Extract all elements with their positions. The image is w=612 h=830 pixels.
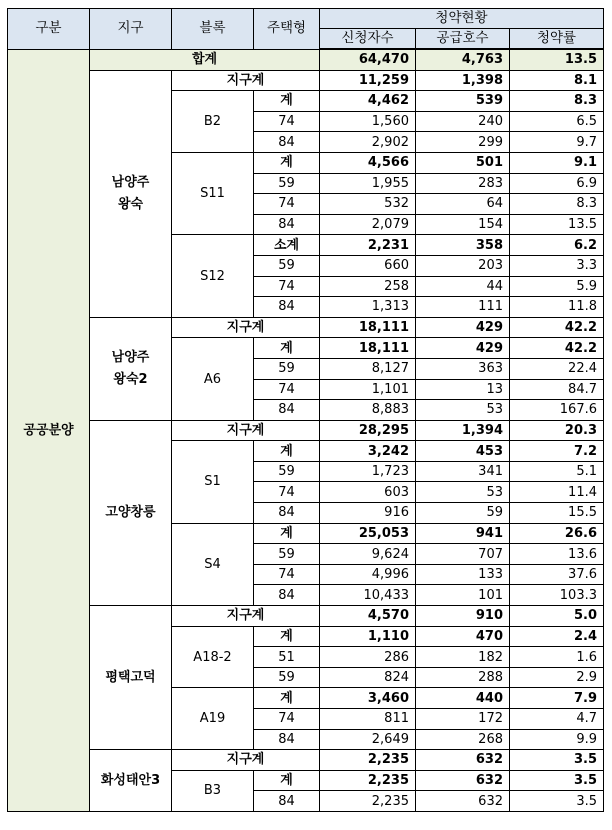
ratio-cell: 11.4 <box>510 482 604 503</box>
applicants-cell: 2,902 <box>320 132 416 153</box>
ratio-cell: 8.3 <box>510 194 604 215</box>
applicants-cell: 660 <box>320 255 416 276</box>
district-subtotal-row <box>8 420 604 441</box>
district-subtotal-supply: 1,394 <box>416 420 510 441</box>
applicants-cell: 2,079 <box>320 214 416 235</box>
supply-cell: 240 <box>416 111 510 132</box>
applicants-cell: 1,313 <box>320 297 416 318</box>
ratio-cell: 13.5 <box>510 214 604 235</box>
housing-type-cell: 84 <box>254 791 320 812</box>
ratio-cell: 6.5 <box>510 111 604 132</box>
applicants-cell: 2,649 <box>320 729 416 750</box>
district-name <box>90 420 172 605</box>
header-status: 청약현황 <box>320 9 604 29</box>
block-name: S12 <box>172 235 254 317</box>
ratio-cell: 15.5 <box>510 503 604 524</box>
ratio-cell: 4.7 <box>510 709 604 730</box>
header-supply: 공급호수 <box>416 29 510 50</box>
supply-cell: 64 <box>416 194 510 215</box>
applicants-cell: 532 <box>320 194 416 215</box>
housing-type-cell: 74 <box>254 482 320 503</box>
ratio-cell: 7.2 <box>510 441 604 462</box>
applicants-cell: 3,242 <box>320 441 416 462</box>
applicants-cell: 2,235 <box>320 770 416 791</box>
supply-cell: 341 <box>416 461 510 482</box>
applicants-cell: 25,053 <box>320 523 416 544</box>
supply-cell: 133 <box>416 564 510 585</box>
district-name-line: 왕숙2 <box>113 371 148 387</box>
supply-cell: 632 <box>416 770 510 791</box>
housing-type-cell: 계 <box>254 152 320 173</box>
housing-type-cell: 계 <box>254 688 320 709</box>
table-body <box>8 49 604 811</box>
supply-cell: 13 <box>416 379 510 400</box>
ratio-cell: 103.3 <box>510 585 604 606</box>
supply-cell: 941 <box>416 523 510 544</box>
housing-type-cell: 59 <box>254 461 320 482</box>
applicants-cell: 1,560 <box>320 111 416 132</box>
ratio-cell: 26.6 <box>510 523 604 544</box>
district-name <box>90 606 172 750</box>
housing-type-cell: 74 <box>254 379 320 400</box>
district-subtotal-ratio: 8.1 <box>510 70 604 91</box>
ratio-cell: 13.6 <box>510 544 604 565</box>
applicants-cell: 4,566 <box>320 152 416 173</box>
header-block: 블록 <box>172 9 254 50</box>
district-name-line: 화성태안3 <box>100 772 161 788</box>
housing-type-cell: 74 <box>254 709 320 730</box>
district-subtotal-applicants: 11,259 <box>320 70 416 91</box>
applicants-cell: 9,624 <box>320 544 416 565</box>
district-subtotal-applicants: 2,235 <box>320 750 416 771</box>
applicants-cell: 1,723 <box>320 461 416 482</box>
supply-cell: 154 <box>416 214 510 235</box>
housing-type-cell: 74 <box>254 111 320 132</box>
district-subtotal-supply: 910 <box>416 606 510 627</box>
supply-cell: 172 <box>416 709 510 730</box>
housing-type-cell: 59 <box>254 173 320 194</box>
block-name: S1 <box>172 441 254 523</box>
supply-cell: 44 <box>416 276 510 297</box>
district-subtotal-supply: 429 <box>416 317 510 338</box>
block-name: B3 <box>172 770 254 811</box>
supply-cell: 288 <box>416 667 510 688</box>
district-subtotal-row <box>8 317 604 338</box>
applicants-cell: 4,996 <box>320 564 416 585</box>
district-subtotal-row <box>8 750 604 771</box>
ratio-cell: 42.2 <box>510 338 604 359</box>
supply-cell: 470 <box>416 626 510 647</box>
housing-type-cell: 계 <box>254 441 320 462</box>
housing-type-cell: 84 <box>254 585 320 606</box>
district-subtotal-ratio: 5.0 <box>510 606 604 627</box>
ratio-cell: 11.8 <box>510 297 604 318</box>
supply-cell: 453 <box>416 441 510 462</box>
header-category: 구분 <box>8 9 90 50</box>
applicants-cell: 2,235 <box>320 791 416 812</box>
housing-type-cell: 59 <box>254 255 320 276</box>
applicants-cell: 1,101 <box>320 379 416 400</box>
housing-type-cell: 계 <box>254 626 320 647</box>
supply-cell: 358 <box>416 235 510 256</box>
ratio-cell: 7.9 <box>510 688 604 709</box>
block-name: A19 <box>172 688 254 750</box>
ratio-cell: 6.9 <box>510 173 604 194</box>
housing-type-cell: 소계 <box>254 235 320 256</box>
district-subtotal-ratio: 20.3 <box>510 420 604 441</box>
applicants-cell: 258 <box>320 276 416 297</box>
supply-cell: 59 <box>416 503 510 524</box>
supply-cell: 268 <box>416 729 510 750</box>
block-name: S11 <box>172 152 254 234</box>
district-subtotal-label: 지구계 <box>172 420 320 441</box>
housing-type-cell: 84 <box>254 503 320 524</box>
applicants-cell: 916 <box>320 503 416 524</box>
housing-type-cell: 84 <box>254 297 320 318</box>
supply-cell: 632 <box>416 791 510 812</box>
total-ratio: 13.5 <box>510 49 604 70</box>
supply-cell: 707 <box>416 544 510 565</box>
ratio-cell: 3.3 <box>510 255 604 276</box>
housing-type-cell: 계 <box>254 91 320 112</box>
supply-cell: 539 <box>416 91 510 112</box>
housing-type-cell: 84 <box>254 400 320 421</box>
housing-type-cell: 51 <box>254 647 320 668</box>
supply-cell: 429 <box>416 338 510 359</box>
block-name: A18-2 <box>172 626 254 688</box>
supply-cell: 283 <box>416 173 510 194</box>
applicants-cell: 286 <box>320 647 416 668</box>
applicants-cell: 8,883 <box>320 400 416 421</box>
applicants-cell: 2,231 <box>320 235 416 256</box>
housing-type-cell: 74 <box>254 194 320 215</box>
ratio-cell: 5.9 <box>510 276 604 297</box>
supply-cell: 182 <box>416 647 510 668</box>
ratio-cell: 3.5 <box>510 770 604 791</box>
group-label: 공공분양 <box>8 49 90 811</box>
district-name <box>90 750 172 812</box>
ratio-cell: 1.6 <box>510 647 604 668</box>
district-subtotal-applicants: 18,111 <box>320 317 416 338</box>
district-subtotal-row <box>8 70 604 91</box>
total-supply: 4,763 <box>416 49 510 70</box>
supply-cell: 203 <box>416 255 510 276</box>
total-label: 합계 <box>90 49 320 70</box>
applicants-cell: 8,127 <box>320 358 416 379</box>
district-subtotal-applicants: 28,295 <box>320 420 416 441</box>
ratio-cell: 9.9 <box>510 729 604 750</box>
total-applicants: 64,470 <box>320 49 416 70</box>
ratio-cell: 167.6 <box>510 400 604 421</box>
block-name: B2 <box>172 91 254 153</box>
district-subtotal-label: 지구계 <box>172 750 320 771</box>
supply-cell: 111 <box>416 297 510 318</box>
applicants-cell: 811 <box>320 709 416 730</box>
housing-type-cell: 계 <box>254 770 320 791</box>
district-name-line: 왕숙 <box>117 196 144 212</box>
housing-type-cell: 74 <box>254 276 320 297</box>
housing-type-cell: 59 <box>254 667 320 688</box>
district-subtotal-label: 지구계 <box>172 606 320 627</box>
applicants-cell: 3,460 <box>320 688 416 709</box>
subscription-status-table <box>7 8 604 812</box>
district-subtotal-ratio: 3.5 <box>510 750 604 771</box>
supply-cell: 363 <box>416 358 510 379</box>
housing-type-cell: 84 <box>254 214 320 235</box>
ratio-cell: 5.1 <box>510 461 604 482</box>
block-name: A6 <box>172 338 254 420</box>
applicants-cell: 10,433 <box>320 585 416 606</box>
ratio-cell: 3.5 <box>510 791 604 812</box>
housing-type-cell: 59 <box>254 544 320 565</box>
district-subtotal-row <box>8 606 604 627</box>
district-name-line: 남양주 <box>111 174 150 190</box>
applicants-cell: 1,955 <box>320 173 416 194</box>
district-subtotal-supply: 632 <box>416 750 510 771</box>
district-subtotal-label: 지구계 <box>172 70 320 91</box>
applicants-cell: 603 <box>320 482 416 503</box>
applicants-cell: 824 <box>320 667 416 688</box>
header-housing-type: 주택형 <box>254 9 320 50</box>
supply-cell: 440 <box>416 688 510 709</box>
district-subtotal-ratio: 42.2 <box>510 317 604 338</box>
housing-type-cell: 계 <box>254 338 320 359</box>
housing-type-cell: 84 <box>254 132 320 153</box>
applicants-cell: 1,110 <box>320 626 416 647</box>
supply-cell: 299 <box>416 132 510 153</box>
district-name <box>90 317 172 420</box>
header-applicants: 신청자수 <box>320 29 416 50</box>
housing-type-cell: 59 <box>254 358 320 379</box>
ratio-cell: 37.6 <box>510 564 604 585</box>
housing-type-cell: 74 <box>254 564 320 585</box>
supply-cell: 53 <box>416 482 510 503</box>
ratio-cell: 6.2 <box>510 235 604 256</box>
header-ratio: 청약률 <box>510 29 604 50</box>
ratio-cell: 9.1 <box>510 152 604 173</box>
ratio-cell: 2.4 <box>510 626 604 647</box>
total-row <box>8 49 604 70</box>
district-name <box>90 70 172 317</box>
ratio-cell: 84.7 <box>510 379 604 400</box>
district-name-line: 고양창릉 <box>105 504 156 520</box>
supply-cell: 53 <box>416 400 510 421</box>
district-subtotal-supply: 1,398 <box>416 70 510 91</box>
ratio-cell: 9.7 <box>510 132 604 153</box>
district-name-line: 평택고덕 <box>105 669 156 685</box>
supply-cell: 501 <box>416 152 510 173</box>
header-district: 지구 <box>90 9 172 50</box>
housing-type-cell: 84 <box>254 729 320 750</box>
district-subtotal-label: 지구계 <box>172 317 320 338</box>
ratio-cell: 2.9 <box>510 667 604 688</box>
district-name-line: 남양주 <box>111 349 150 365</box>
applicants-cell: 18,111 <box>320 338 416 359</box>
applicants-cell: 4,462 <box>320 91 416 112</box>
supply-cell: 101 <box>416 585 510 606</box>
ratio-cell: 22.4 <box>510 358 604 379</box>
ratio-cell: 8.3 <box>510 91 604 112</box>
block-name: S4 <box>172 523 254 605</box>
district-subtotal-applicants: 4,570 <box>320 606 416 627</box>
housing-type-cell: 계 <box>254 523 320 544</box>
